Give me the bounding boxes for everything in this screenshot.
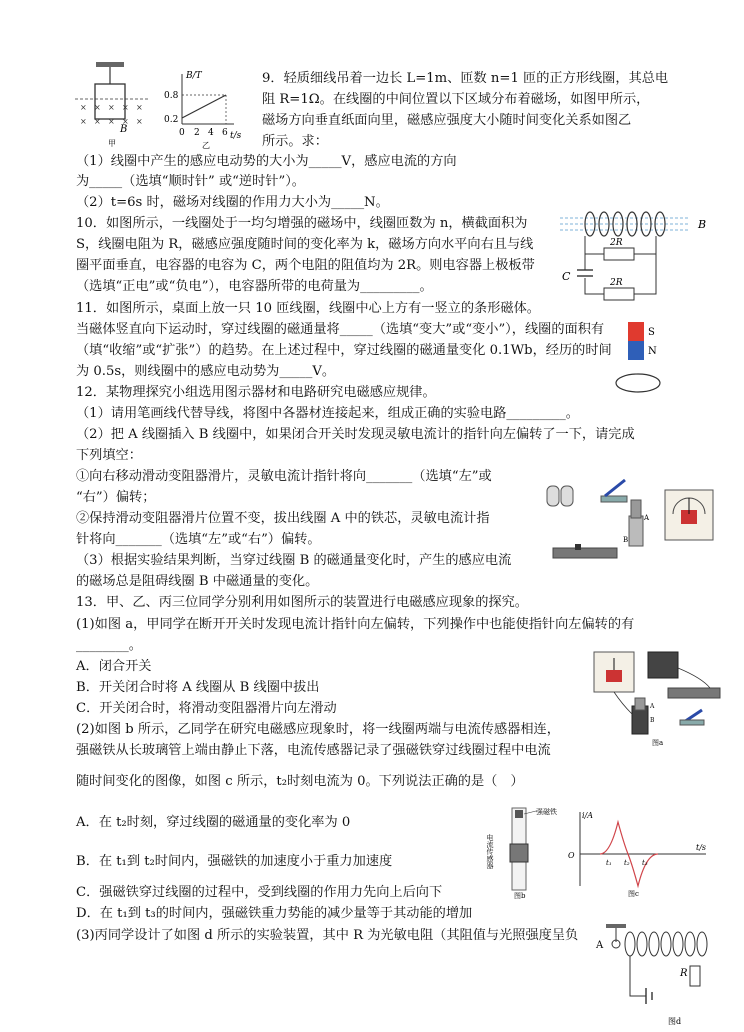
figure-q9 <box>70 62 250 160</box>
galvanometer <box>594 652 634 692</box>
svg-text:×: × <box>80 117 87 126</box>
field-lines <box>560 218 688 230</box>
svg-text:B: B <box>623 536 629 544</box>
svg-text:×: × <box>94 117 101 126</box>
b-t-line <box>182 95 226 118</box>
coils-ab <box>632 698 655 734</box>
svg-text:A: A <box>650 703 655 710</box>
figure-q12 <box>545 474 725 570</box>
coil-assembly <box>623 500 650 546</box>
text-line: 圈平面垂直，电容器的电容为 C，两个电阻的阻值均为 2R。则电容器上极板带 <box>76 258 535 273</box>
rheostat <box>553 544 617 558</box>
text-line: 磁场方向垂直纸面向里，磁感应强度大小随时间变化关系如图乙 <box>262 113 632 128</box>
text-line: A．在 t₂时刻，穿过线圈的磁通量的变化率为 0 <box>76 815 351 830</box>
text-line: 的磁场总是阻碍线圈 B 中磁通量的变化。 <box>76 574 319 589</box>
text-line: （1）请用笔画线代替导线，将图中各器材连接起来，组成正确的实验电路_________。 <box>76 406 579 421</box>
tick-t3: t₃ <box>642 859 648 867</box>
caption-yi: 乙 <box>202 141 210 150</box>
figure-q13-d <box>592 924 722 1028</box>
text-line: A．闭合开关 <box>76 659 152 674</box>
text-line: 为 0.5s，则线圈中的感应电动势为_____V。 <box>76 364 336 379</box>
text-line: （1）线圈中产生的感应电动势的大小为_____V，感应电流的方向 <box>76 154 457 169</box>
caption-fig-b: 图b <box>514 892 526 900</box>
coil <box>510 844 528 862</box>
text-line: (2)如图 b 所示，乙同学在研究电磁感应现象时，将一线圈两端与电流传感器相连， <box>76 722 560 737</box>
b-axis-label: B/T <box>186 71 202 81</box>
magnet-n-pole <box>628 341 644 360</box>
tick-t2: t₂ <box>624 859 630 867</box>
resistor-top <box>604 248 634 260</box>
x-tick: 4 <box>208 128 214 138</box>
field-label-b-right: B <box>698 218 707 231</box>
text-line: 当磁体竖直向下运动时，穿过线圈的磁通量将_____（选填“变大”或“变小”），线圈的面积有 <box>76 322 605 337</box>
switch <box>601 480 627 502</box>
caption-fig-c: 图c <box>628 890 639 898</box>
text-line: 下列填空： <box>76 448 142 463</box>
caption-jia: 甲 <box>108 139 116 148</box>
rheostat <box>668 688 720 698</box>
text-line: （填“收缩”或“扩张”）的趋势。在上述过程中，穿过线圈的磁通量变化 0.1Wb，经历的时间 <box>76 343 612 358</box>
text-line: 11．如图所示，桌面上放一只 10 匝线圈，线圈中心上方有一竖立的条形磁体。 <box>76 301 540 316</box>
battery-pack <box>648 652 678 678</box>
svg-text:×: × <box>94 103 101 112</box>
svg-text:B: B <box>650 717 655 724</box>
caption-fig-a: 图a <box>652 739 664 747</box>
solenoid <box>625 932 707 956</box>
field-label-b: B <box>120 124 128 135</box>
galvanometer <box>665 490 713 540</box>
text-line: 针将向_______（选填“左”或“右”）偏转。 <box>76 532 321 547</box>
figure-q13-b <box>488 806 562 898</box>
text-line: D．在 t₁到 t₃的时间内，强磁铁重力势能的减少量等于其动能的增加 <box>76 906 473 921</box>
ring-label: A <box>596 940 604 951</box>
resistor-label: R <box>680 968 688 979</box>
text-line: 阻 R=1Ω。在线圈的中间位置以下区域分布着磁场，如图甲所示， <box>262 92 650 107</box>
origin-label: O <box>568 851 575 860</box>
text-line: ①向右移动滑动变阻器滑片，灵敏电流计指针将向_______（选填“左”或 <box>76 469 492 484</box>
magnet-label-s: S <box>648 327 655 338</box>
text-line: 为_____（选填“顺时针” 或“逆时针”）。 <box>76 174 305 189</box>
text-line: ________。 <box>76 638 142 653</box>
y-tick: 0.8 <box>164 91 179 101</box>
text-line: 强磁铁从长玻璃管上端由静止下落，电流传感器记录了强磁铁穿过线圈过程中电流 <box>76 743 551 758</box>
resistor-bottom <box>604 288 634 300</box>
text-line: （2）把 A 线圈插入 B 线圈中，如果闭合开关时发现灵敏电流计的指针向左偏转了一下，请完成 <box>76 427 635 442</box>
y-tick: 0.2 <box>164 115 179 125</box>
figure-q13-c <box>566 808 712 898</box>
text-line: ②保持滑动变阻器滑片位置不变，拔出线圈 A 中的铁芯，灵敏电流计指 <box>76 511 490 526</box>
x-tick: 2 <box>194 128 200 138</box>
text-line: （2）t=6s 时，磁场对线圈的作用力大小为_____N。 <box>76 195 389 210</box>
svg-text:×: × <box>136 117 143 126</box>
capacitor-label: C <box>562 270 571 283</box>
switch <box>680 710 704 725</box>
text-line: B．在 t₁到 t₂时间内，强磁铁的加速度小于重力加速度 <box>76 854 393 869</box>
figure-q13-a <box>592 648 732 748</box>
caption-fig-d: 图d <box>668 1017 682 1026</box>
text-line: （选填“正电”或“负电”），电容器所带的电荷量为_________。 <box>76 279 433 294</box>
strong-magnet <box>515 810 523 818</box>
text-line: C．开关闭合时，将滑动变阻器滑片向左滑动 <box>76 701 337 716</box>
text-line: 随时间变化的图像，如图 c 所示，t₂时刻电流为 0。下列说法正确的是（ ） <box>76 774 524 789</box>
svg-text:×: × <box>108 103 115 112</box>
figure-q10 <box>560 208 720 300</box>
text-line: （3）根据实验结果判断，当穿过线圈 B 的磁通量变化时，产生的感应电流 <box>76 553 512 568</box>
svg-text:×: × <box>122 103 129 112</box>
magnet-label: 强磁铁 <box>536 808 557 816</box>
circuit-wire <box>630 956 646 996</box>
t-axis-label: t/s <box>696 843 707 852</box>
battery-cells <box>547 486 573 506</box>
x-tick: 0 <box>179 128 185 138</box>
square-coil <box>95 84 125 119</box>
photoresistor <box>690 966 700 986</box>
text-line: (1)如图 a，甲同学在断开开关时发现电流计指针向左偏转，下列操作中也能使指针向左偏转的有 <box>76 617 635 632</box>
text-line: 13．甲、乙、丙三位同学分别利用如图所示的装置进行电磁感应现象的探究。 <box>76 595 528 610</box>
figure-q11 <box>614 320 674 396</box>
svg-text:×: × <box>136 103 143 112</box>
text-line: (3)丙同学设计了如图 d 所示的实验装置，其中 R 为光敏电阻（其阻值与光照强度呈负 <box>76 928 579 943</box>
mount <box>606 924 626 928</box>
svg-text:×: × <box>108 117 115 126</box>
svg-text:×: × <box>122 117 129 126</box>
text-line: “右”）偏转； <box>76 490 156 505</box>
x-tick: 6 <box>222 128 228 138</box>
text-line: C．强磁铁穿过线圈的过程中，受到线圈的作用力先向上后向下 <box>76 885 443 900</box>
text-line: 9．轻质细线吊着一边长 L=1m、匝数 n=1 匝的正方形线圈，其总电 <box>262 71 669 86</box>
text-line: B．开关闭合时将 A 线圈从 B 线圈中拔出 <box>76 680 320 695</box>
ceiling-mount <box>96 62 124 67</box>
t-axis-label: t/s <box>230 131 242 141</box>
resistor-label: 2R <box>610 278 623 288</box>
svg-text:A: A <box>644 514 650 522</box>
tick-t1: t₁ <box>606 859 612 867</box>
text-line: 10．如图所示，一线圈处于一均匀增强的磁场中，线圈匝数为 n，横截面积为 <box>76 216 528 231</box>
text-line: 所示。求： <box>262 134 328 149</box>
i-axis-label: i/A <box>582 811 594 820</box>
svg-text:×: × <box>80 103 87 112</box>
magnet-label-n: N <box>648 346 657 357</box>
sensor-label: 电流传感器 <box>486 834 494 869</box>
coil-on-table <box>616 374 660 392</box>
text-line: S，线圈电阻为 R，磁感应强度随时间的变化率为 k，磁场方向水平向右且与线 <box>76 237 534 252</box>
resistor-label: 2R <box>610 238 623 248</box>
text-line: 12．某物理探究小组选用图示器材和电路研究电磁感应规律。 <box>76 385 436 400</box>
magnet-s-pole <box>628 322 644 341</box>
field-crosses <box>80 103 143 126</box>
